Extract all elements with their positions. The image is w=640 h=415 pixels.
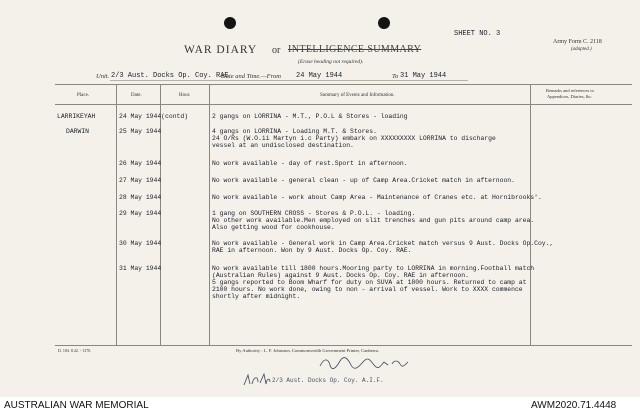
row-summary-line: 4 gangs on LORRINA - Loading M.T. & Stores. bbox=[212, 128, 377, 135]
row-summary-line: No work available - day of rest.Sport in afternoon. bbox=[212, 160, 408, 167]
row-place: DARWIN bbox=[66, 128, 90, 135]
row-summary-line: No other work available.Men employed on slit trenches and gun pits around camp area. bbox=[212, 217, 535, 224]
col-divider-hour bbox=[209, 84, 210, 345]
row-summary-line: vessel at an undisclosed destination. bbox=[212, 142, 354, 149]
row-date: 29 May 1944 bbox=[119, 210, 162, 217]
unit-value: 2/3 Aust. Docks Op. Coy. RAE bbox=[111, 72, 229, 80]
table-bottom-rule bbox=[55, 345, 632, 346]
printer-authority: By Authority : L. F. Johnston, Commonwealth Government Printer, Canberra. bbox=[236, 348, 380, 353]
row-summary-line: (Australian Rules) against 9 Aust. Docks Op. Coy. RAE in afternoon. bbox=[212, 272, 469, 279]
row-date: 28 May 1944 bbox=[119, 194, 162, 201]
row-date: 25 May 1944 bbox=[119, 128, 162, 135]
row-date: 26 May 1944 bbox=[119, 160, 162, 167]
row-date: 24 May 1944(contd) bbox=[119, 113, 189, 120]
table-header-rule bbox=[55, 104, 632, 105]
row-summary-line: 24 O/Rs (W.O.ii Martyn i.c Party) embark on XXXXXXXXX LORRINA to discharge bbox=[212, 135, 496, 142]
row-summary-line: 2 gangs on LORRINA - M.T., P.O.L & Stores - loading bbox=[212, 113, 408, 120]
row-summary-line: RAE in afternoon. Won by 9 Aust. Docks Op. Coy. RAE. bbox=[212, 247, 412, 254]
row-summary-line: No work available - General work in Camp Area.Cricket match versus 9 Aust. Docks Op.Coy., bbox=[212, 240, 554, 247]
print-code: D. 184. 8.42. - 1370. bbox=[58, 348, 92, 353]
erase-note: (Erase heading not required). bbox=[298, 59, 364, 65]
form-number: Army Form C. 2118 bbox=[553, 39, 602, 45]
col-header-remarks-1: Remarks and references to bbox=[546, 88, 594, 93]
date-range-label: Date and Time.—From bbox=[221, 73, 281, 80]
title-or: or bbox=[272, 45, 281, 56]
col-header-hour: Hour. bbox=[179, 93, 191, 98]
table-top-rule bbox=[55, 84, 632, 85]
caption-band bbox=[0, 397, 640, 415]
row-summary-line: 5 gangs reported to Boom Wharf for duty on SUVA at 1800 hours. Returned to camp at bbox=[212, 279, 527, 286]
col-header-remarks-2: Appendices, Diaries, &c. bbox=[547, 94, 593, 99]
caption-archive-name: AUSTRALIAN WAR MEMORIAL bbox=[4, 400, 149, 411]
col-header-date: Date. bbox=[131, 93, 142, 98]
caption-accession-number: AWM2020.71.4448 bbox=[531, 400, 617, 411]
title-intelligence-summary-struck: INTELLIGENCE SUMMARY bbox=[288, 44, 422, 55]
sheet-number: SHEET NO. 3 bbox=[454, 30, 501, 38]
row-summary-line: No work available - general clean - up of Camp Area.Cricket match in afternoon. bbox=[212, 177, 515, 184]
row-summary-line: shortly after midnight. bbox=[212, 293, 301, 300]
row-summary-line: No work available till 1800 hours.Mooring party to LORRINA in morning.Football match bbox=[212, 265, 535, 272]
officer-signature bbox=[318, 356, 410, 370]
punch-hole-left bbox=[224, 17, 236, 29]
row-summary-line: Also getting wood for cookhouse. bbox=[212, 224, 335, 231]
title-war-diary: WAR DIARY bbox=[184, 44, 258, 56]
unit-label: Unit. bbox=[96, 73, 110, 80]
col-divider-place bbox=[116, 84, 117, 345]
row-place: LARRIKEYAH bbox=[57, 113, 96, 120]
form-adapted: (adapted.) bbox=[571, 47, 592, 52]
row-date: 31 May 1944 bbox=[119, 265, 162, 272]
row-date: 27 May 1944 bbox=[119, 177, 162, 184]
row-summary-line: 1 gang on SOUTHERN CROSS - Stores & P.O.L. - loading. bbox=[212, 210, 416, 217]
initials-signature bbox=[242, 372, 272, 388]
col-divider-summary bbox=[530, 84, 531, 345]
to-label: To bbox=[392, 73, 399, 80]
col-header-place: Place. bbox=[77, 93, 90, 98]
date-from: 24 May 1944 bbox=[296, 72, 343, 80]
date-to: 31 May 1944 bbox=[400, 72, 447, 80]
punch-hole-right bbox=[378, 17, 390, 29]
row-summary-line: No work available - work about Camp Area - Maintenance of Cranes etc. at Hornibrooks'. bbox=[212, 194, 542, 201]
col-header-summary: Summary of Events and Information. bbox=[320, 93, 395, 98]
row-summary-line: 2100 hours. No work done, owing to non - arrival of vessel. Work to XXXX commence bbox=[212, 286, 523, 293]
unit-underline bbox=[110, 80, 468, 81]
signature-unit: 2/3 Aust. Docks Op. Coy. A.I.F. bbox=[272, 377, 384, 384]
row-date: 30 May 1944 bbox=[119, 240, 162, 247]
